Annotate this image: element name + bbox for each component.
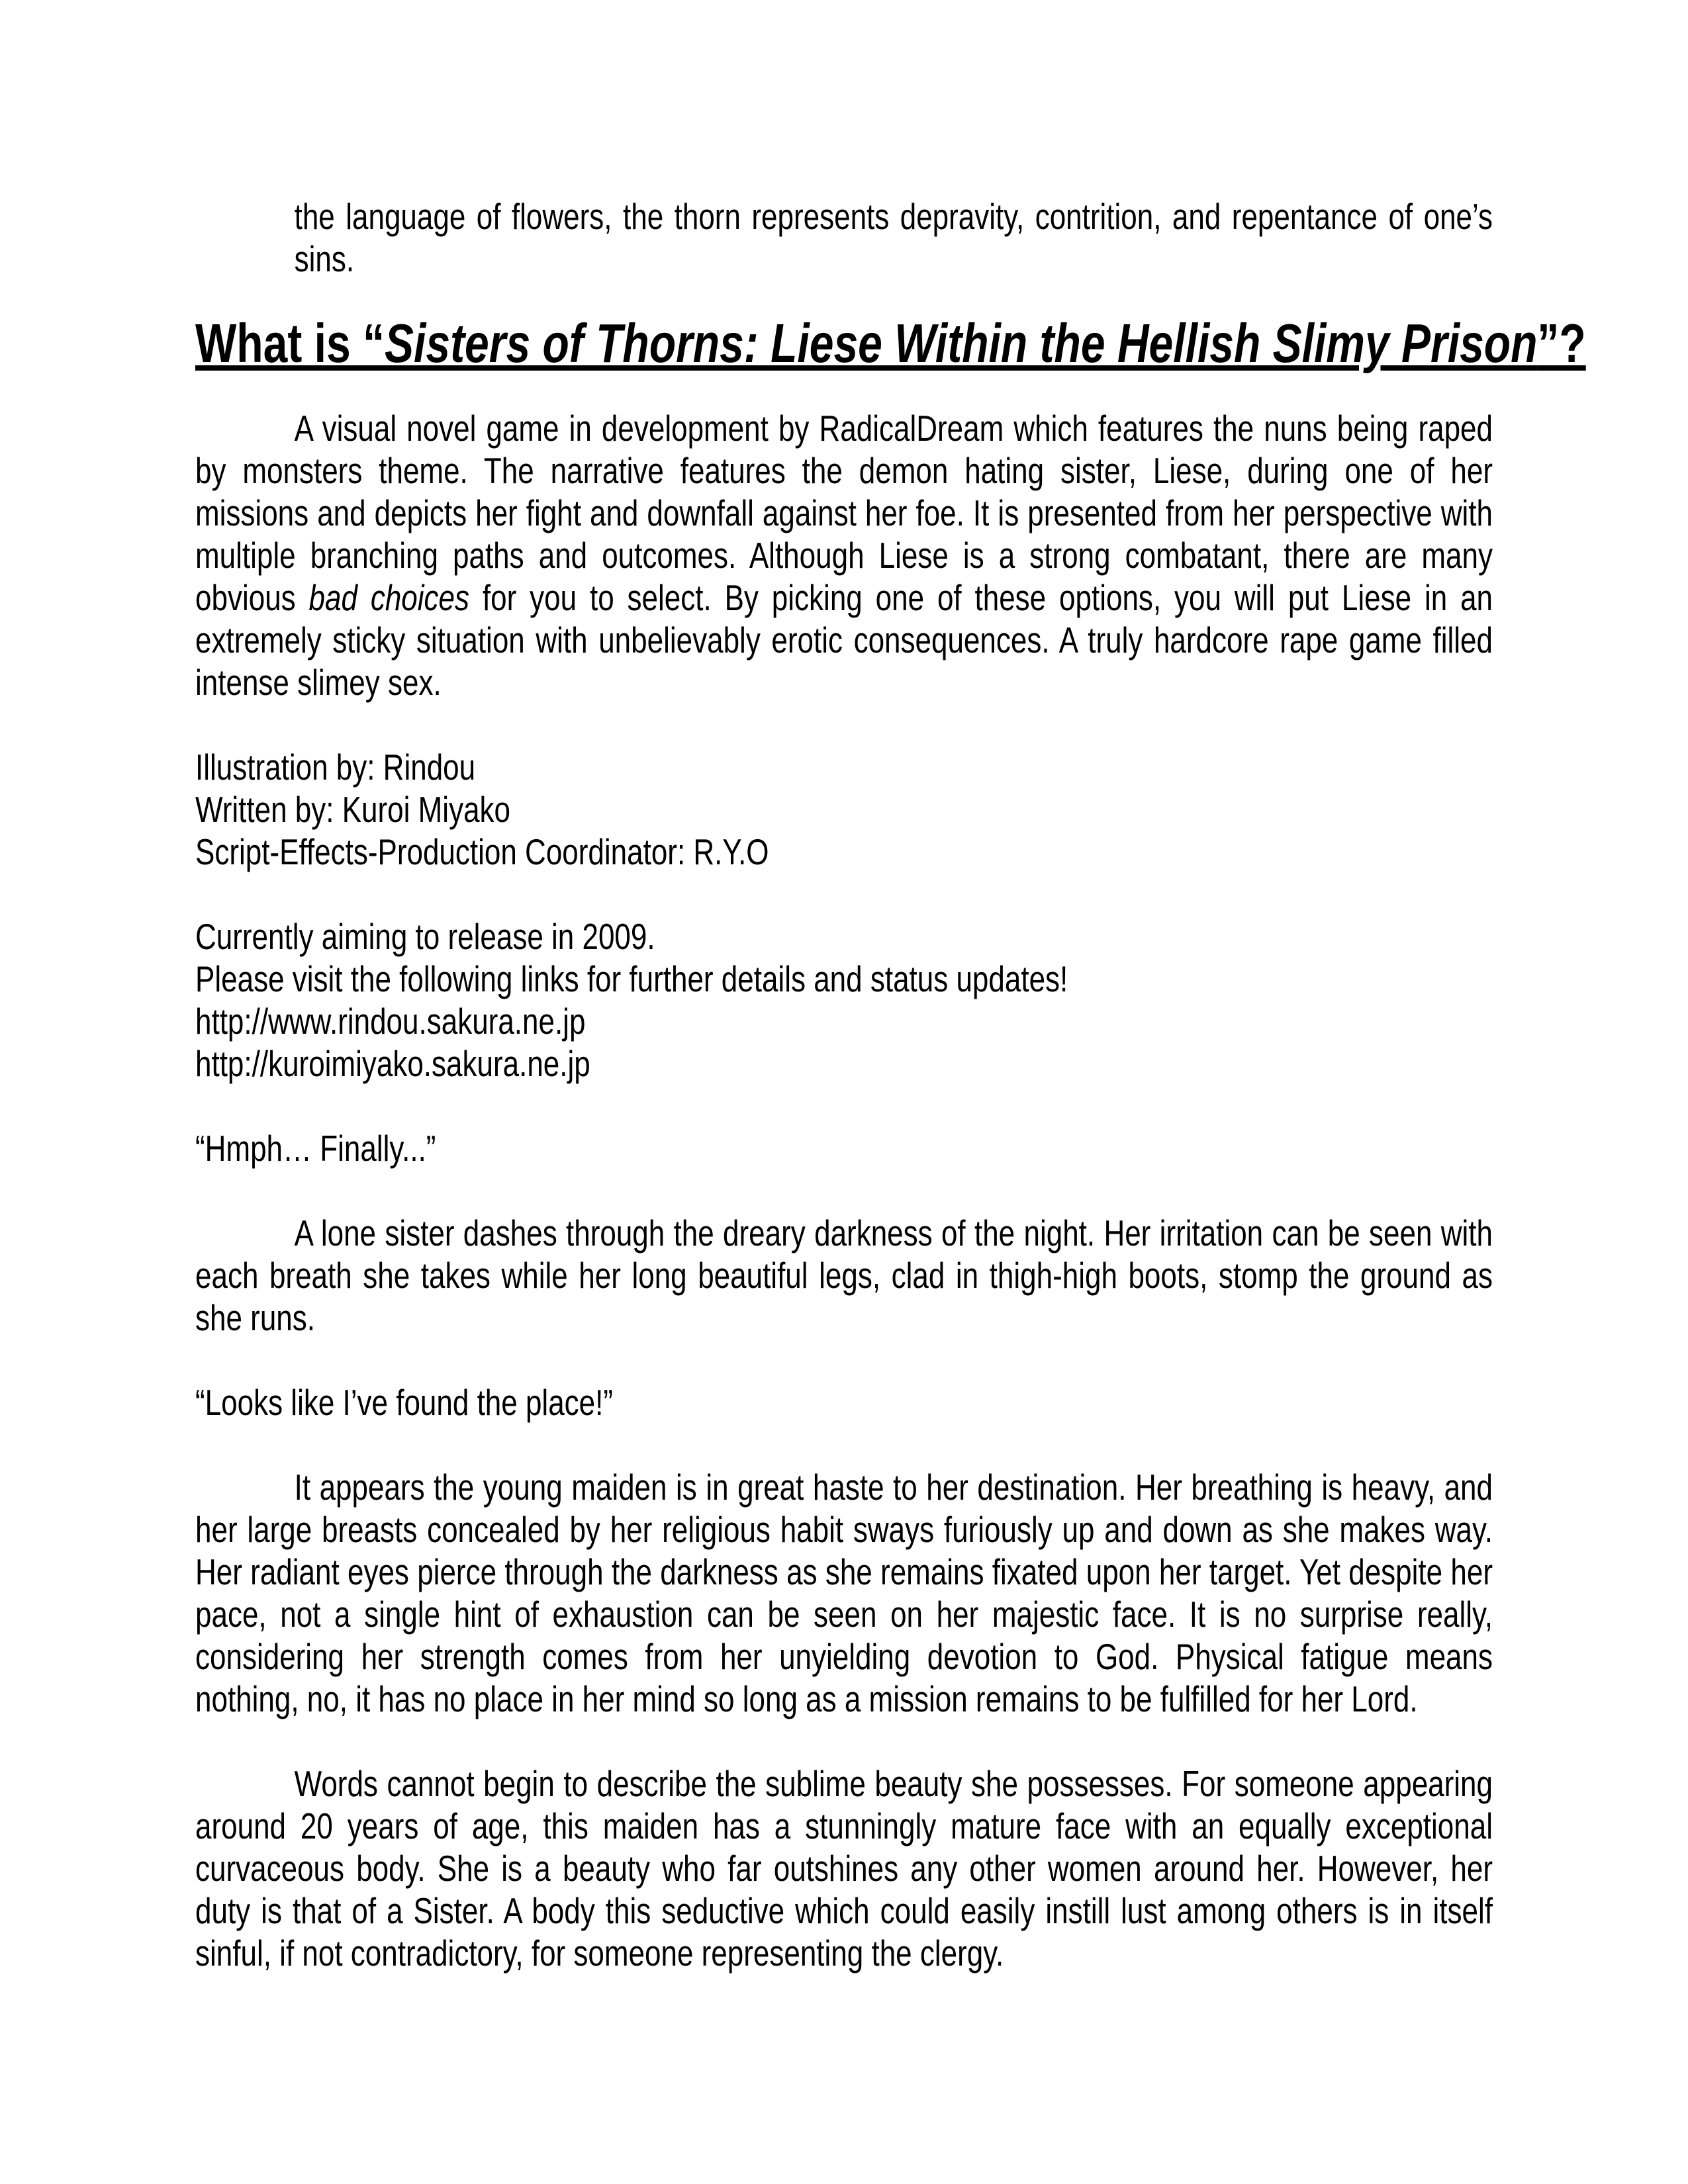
intro-text-before: A visual novel game in development by RadicalDream which features the nuns being raped by monsters theme. The narrative features the demon hating sister, Liese, during one of her missions and depicts her fight and downfall against her foe. It is presented from her perspective with multiple branching paths and outcomes. Although Liese is a strong combatant, there are many obvious [195, 408, 1493, 618]
narrative-paragraph-3: Words cannot begin to describe the sublime beauty she possesses. For someone appearing around 20 years of age, this maiden has a stunningly mature face with an equally exceptional curvaceous body. She is a beauty who far outshines any other women around her. However, her duty is that of a Sister. A body this seductive which could easily instill lust among others is in itself sinful, if not contradictory, for someone representing the clergy. [195, 1763, 1493, 1974]
heading-game-title: Sisters of Thorns: Liese Within the Hellish Slimy Prison [385, 313, 1538, 374]
release-info-block [195, 915, 1493, 1085]
heading-suffix: ”? [1537, 313, 1586, 374]
links-intro-line: Please visit the following links for further details and status updates! [195, 958, 1068, 999]
dialogue-found-place: “Looks like I’ve found the place!” [195, 1382, 614, 1423]
credit-line-coordinator: Script-Effects-Production Coordinator: R.Y.O [195, 831, 769, 872]
intro-text-after: for you to select. By picking one of these options, you will put Liese in an extremely sticky situation with unbelievably erotic consequences. A truly hardcore rape game filled intense slimey sex. [195, 577, 1493, 703]
dialogue-hmph: “Hmph… Finally...” [195, 1128, 436, 1169]
document-content [195, 195, 1586, 1974]
rindou-url: http://www.rindou.sakura.ne.jp [195, 1001, 586, 1042]
intro-paragraph [195, 407, 1493, 704]
emphasis-bad-choices: bad choices [308, 577, 470, 618]
credit-line-writer: Written by: Kuroi Miyako [195, 789, 511, 830]
heading-prefix: What is “ [195, 313, 385, 374]
credit-line-illustration: Illustration by: Rindou [195, 747, 476, 788]
release-year-line: Currently aiming to release in 2009. [195, 916, 655, 957]
continuation-paragraph: the language of flowers, the thorn represents depravity, contrition, and repentance of one’s sins. [294, 196, 1493, 279]
section-heading [195, 313, 1586, 374]
kuroimiyako-url: http://kuroimiyako.sakura.ne.jp [195, 1043, 590, 1084]
narrative-paragraph-2: It appears the young maiden is in great haste to her destination. Her breathing is heavy, and her large breasts concealed by her religious habit sways furiously up and down as she makes way. Her radiant eyes pierce through the darkness as she remains fixated upon her target. Yet despite her pace, not a single hint of exhaustion can be seen on her majestic face. It is no surprise really, considering her strength comes from her unyielding devotion to God. Physical fatigue means nothing, no, it has no place in her mind so long as a mission remains to be fulfilled for her Lord. [195, 1467, 1493, 1719]
credits-block [195, 746, 1493, 873]
narrative-paragraph-1: A lone sister dashes through the dreary darkness of the night. Her irritation can be seen with each breath she takes while her long beautiful legs, clad in thigh-high boots, stomp the ground as she runs. [195, 1212, 1493, 1338]
